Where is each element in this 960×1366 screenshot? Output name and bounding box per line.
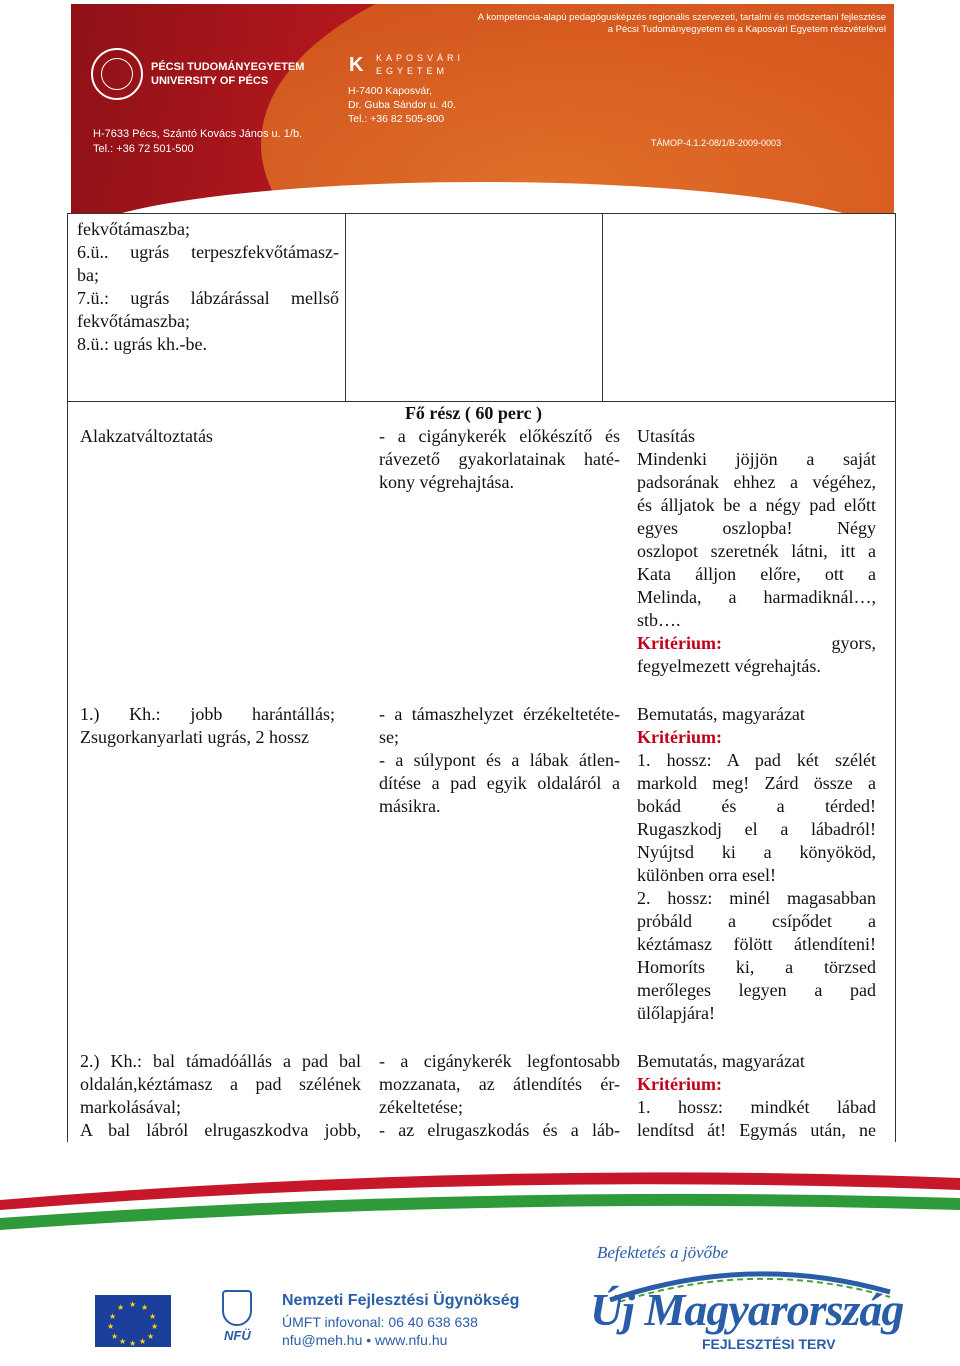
lesson-plan-table (67, 213, 896, 1142)
ke-logo-icon: K (349, 54, 364, 76)
nfu-contact: ÚMFT infovonal: 06 40 638 638 nfu@meh.hu • www.nfu.hu (282, 1314, 478, 1348)
table-divider (345, 214, 346, 402)
criterion-label: Kritérium: (637, 727, 722, 747)
criterion-label: Kritérium: (637, 633, 722, 653)
table-cell-task: - a cigánykerék legfontosabb mozzanata, az átlendítés ér- zékeltetése; - az elrugaszkodás és a láb- (379, 1051, 620, 1140)
criterion-label: Kritérium: (637, 1074, 722, 1094)
section-heading: Fő rész ( 60 perc ) (404, 403, 543, 423)
umft-subtitle: FEJLESZTÉSI TERV (702, 1336, 836, 1352)
project-title (466, 12, 886, 36)
footer-stripes (0, 1160, 960, 1235)
ke-name: KAPOSVÁRI EGYETEM (376, 53, 465, 76)
table-cell-exercise: 1.) Kh.: jobb harántállás; Zsugorkanyarlati ugrás, 2 hossz (80, 704, 335, 747)
project-title-line2: a Pécsi Tudományegyetem és a Kaposvári Egyetem részvételével (607, 24, 886, 35)
header-banner (71, 4, 894, 214)
nfu-short-name: NFÜ (224, 1328, 251, 1343)
table-cell-task: - a támaszhelyzet érzékeltetéte- se; - a súlypont és a lábak átlen- dítése a pad egyik oldaláról a másikra. (379, 704, 620, 816)
nfu-crest-icon (222, 1290, 252, 1326)
table-cell-exercise: 2.) Kh.: bal támadóállás a pad bal oldalán,kéztámasz a pad szélének markolásával; A bal lábról elrugaszkodva jobb, (80, 1051, 361, 1140)
pte-address: H-7633 Pécs, Szántó Kovács János u. 1/b. Tel.: +36 72 501-500 (93, 128, 303, 155)
table-cell-task: - a cigánykerék előkészítő és rávezető gyakorlatainak haté- kony végrehajtása. (379, 426, 620, 492)
table-cell-method: Bemutatás, magyarázat Kritérium: 1. hossz: A pad két szélét markold meg! Zárd össze a bokád és a térded! Rugaszkodj el a lábadról! Nyújtsd ki a könyököd, különben orra esel! 2. hossz: minél magasabban próbáld a csípődet a kéztámasz fölött átlendíteni! Homoríts ki, a törzsed merőleges legyen a pad ülőlapjára! (637, 704, 876, 1023)
ke-address: H-7400 Kaposvár, Dr. Guba Sándor u. 40. Tel.: +36 82 505-800 (348, 85, 456, 125)
table-cell-exercise: Alakzatváltoztatás (80, 426, 213, 446)
umft-motto: Befektetés a jövőbe (597, 1243, 729, 1262)
table-cell-method: Bemutatás, magyarázat Kritérium: 1. hossz: mindkét lábad lendítsd át! Egymás után, ne (637, 1051, 876, 1140)
table-cell-method: Utasítás Mindenki jöjjön a saját padsorának ehhez a végéhez, és álljatok be a négy pad előtt egyes oszlopba! Négy oszlopot szeretnék látni, itt a Kata álljon előre, ott a Melinda, a harmadiknál…, stb…. Kritérium: gyors, fegyelmezett végrehajtás. (637, 426, 876, 676)
table-divider (602, 214, 603, 402)
project-title-line1: A kompetencia-alapú pedagógusképzés regionális szervezeti, tartalmi és módszertani fejlesztése (477, 12, 886, 23)
tamop-code: TÁMOP-4.1.2-08/1/B-2009-0003 (651, 138, 782, 148)
nfu-name: Nemzeti Fejlesztési Ügynökség (282, 1292, 520, 1309)
pte-seal-icon (91, 48, 143, 100)
pte-name: PÉCSI TUDOMÁNYEGYETEM UNIVERSITY OF PÉCS (151, 61, 305, 87)
table-cell-exercise: fekvőtámaszba; 6.ü.. ugrás terpeszfekvőtámasz- ba; 7.ü.: ugrás lábzárással mellső fekvőtámaszba; 8.ü.: ugrás kh.-be. (77, 219, 339, 354)
umft-title: Új Magyarország (590, 1284, 904, 1335)
eu-flag-icon: ★ ★ ★ ★ ★ ★ ★ ★ ★ ★ ★ ★ (95, 1295, 171, 1347)
